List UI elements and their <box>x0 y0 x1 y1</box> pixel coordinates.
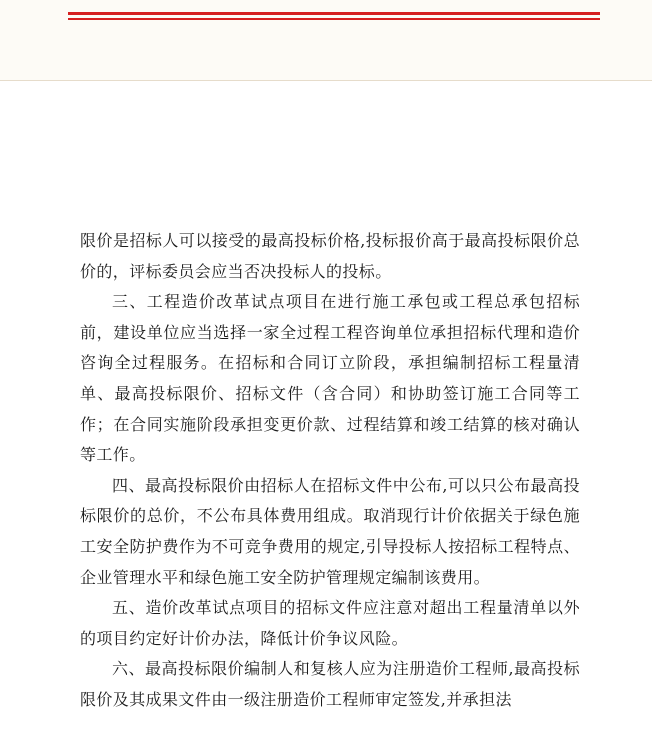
red-header-rule-thick <box>68 12 600 15</box>
document-body <box>80 226 580 716</box>
paragraph-continuation: 限价是招标人可以接受的最高投标价格,投标报价高于最高投标限价总价的，评标委员会应当否决投标人的投标。 <box>80 231 580 281</box>
paragraph-item-3: 三、工程造价改革试点项目在进行施工承包或工程总承包招标前，建设单位应当选择一家全过程工程咨询单位承担招标代理和造价咨询全过程服务。在招标和合同订立阶段，承担编制招标工程量清单、最高投标限价、招标文件（含合同）和协助签订施工合同等工作；在合同实施阶段承担变更价款、过程结算和竣工结算的核对确认等工作。 <box>80 292 580 465</box>
page-header-band <box>0 0 652 81</box>
paragraph-item-4: 四、最高投标限价由招标人在招标文件中公布,可以只公布最高投标限价的总价，不公布具体费用组成。取消现行计价依据关于绿色施工安全防护费作为不可竞争费用的规定,引导投标人按招标工程特点、企业管理水平和绿色施工安全防护管理规定编制该费用。 <box>80 475 580 587</box>
paragraph-item-6: 六、最高投标限价编制人和复核人应为注册造价工程师,最高投标限价及其成果文件由一级注册造价工程师审定签发,并承担法 <box>80 659 580 709</box>
red-header-rule-thin <box>68 18 600 20</box>
paragraph-item-5: 五、造价改革试点项目的招标文件应注意对超出工程量清单以外的项目约定好计价办法，降低计价争议风险。 <box>80 598 580 648</box>
